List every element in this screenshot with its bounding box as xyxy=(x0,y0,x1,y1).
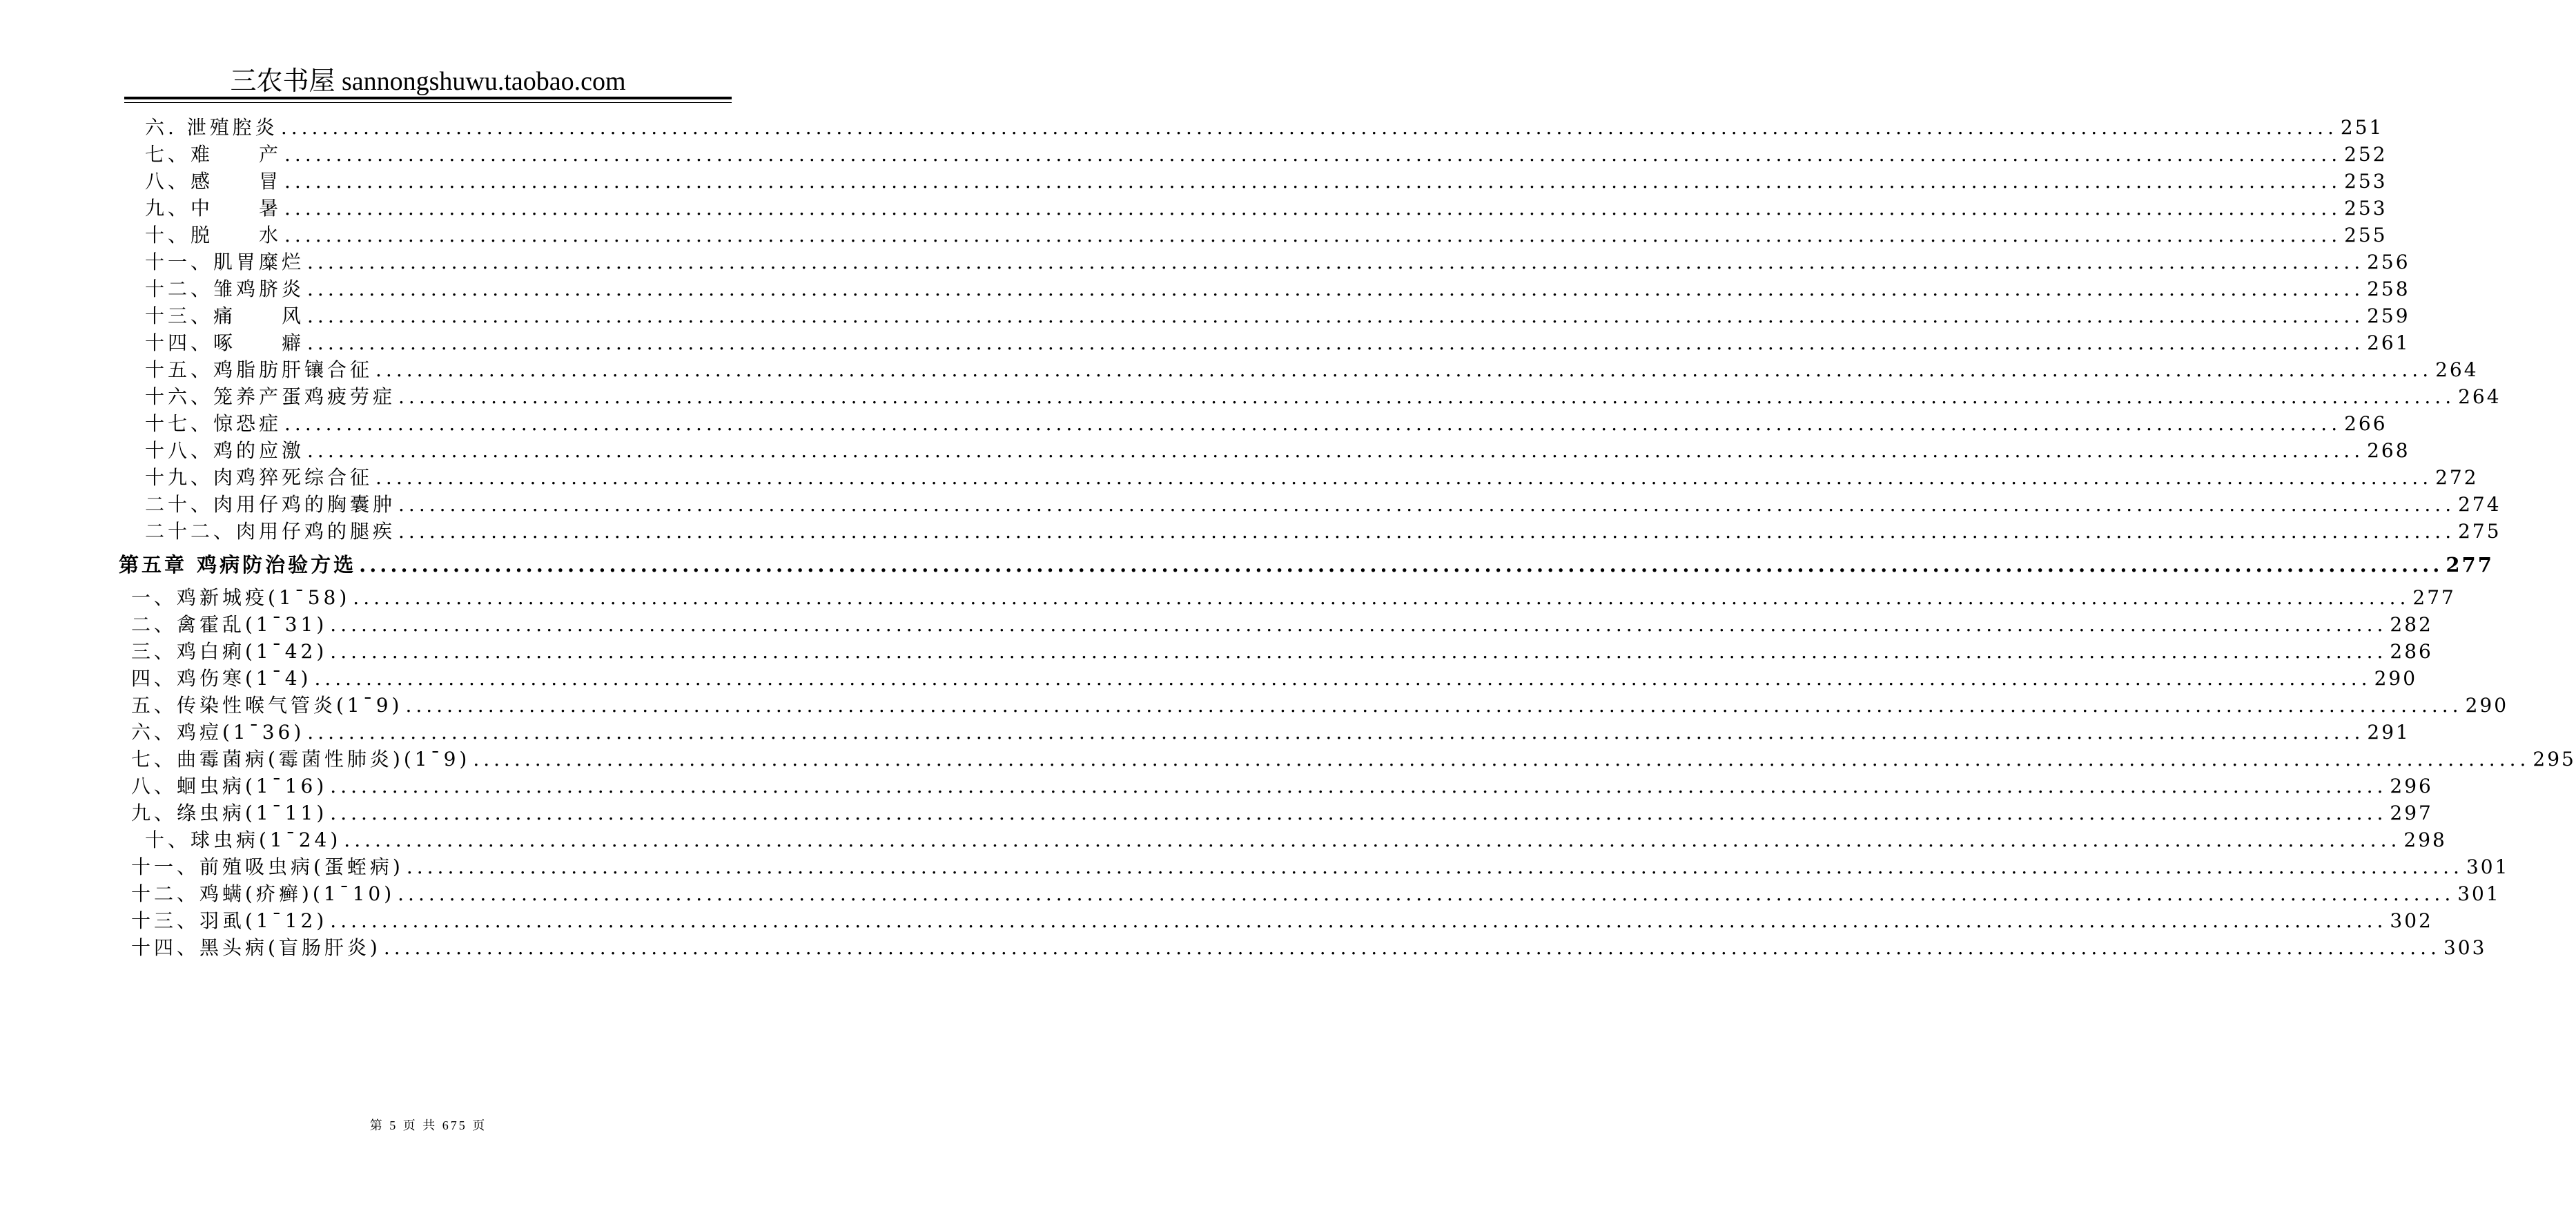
toc-entry-title: 三、鸡白痢(1¯42) xyxy=(131,640,328,663)
toc-entry-title: 十四、啄 癖 xyxy=(145,331,305,354)
page-header-title: 三农书屋 sannongshuwu.taobao.com xyxy=(230,67,626,96)
toc-entry xyxy=(145,114,2384,142)
dot-leader: ........................................................................................................................................................................................................ xyxy=(398,520,2456,543)
toc-page-number: 291 xyxy=(2367,721,2410,744)
toc-page-number: 277 xyxy=(2446,553,2494,577)
toc-entry xyxy=(131,800,2433,827)
toc-entry-title: 四、鸡伤寒(1¯4) xyxy=(131,667,312,690)
toc-entry-title: 十二、鸡螨(疥癣)(1¯10) xyxy=(131,882,396,905)
toc-entry xyxy=(145,464,2479,492)
dot-leader: ........................................................................................................................................................................................................ xyxy=(330,613,2388,636)
toc-page-number: 277 xyxy=(2412,586,2456,609)
toc-entry xyxy=(131,934,2487,962)
toc-entry xyxy=(145,383,2501,411)
dot-leader: ........................................................................................................................................................................................................ xyxy=(284,143,2342,166)
toc-entry xyxy=(145,302,2410,330)
toc-entry-title: 二、禽霍乱(1¯31) xyxy=(131,613,328,636)
toc-page-number: 255 xyxy=(2344,224,2388,246)
toc-page-number: 264 xyxy=(2435,358,2479,381)
toc-entry xyxy=(145,356,2479,384)
dot-leader: ........................................................................................................................................................................................................ xyxy=(284,197,2342,220)
toc-entry-title: 九、中 暑 xyxy=(145,197,282,220)
dot-leader: ........................................................................................................................................................................................................ xyxy=(375,466,2433,489)
toc-page-number: 251 xyxy=(2340,116,2384,139)
toc-entry-title: 十一、肌胃糜烂 xyxy=(145,251,305,273)
toc-entry-title: 二十二、肉用仔鸡的腿疾 xyxy=(145,520,396,543)
dot-leader: ........................................................................................................................................................................................................ xyxy=(398,882,2455,905)
toc-entry-title: 十八、鸡的应激 xyxy=(145,439,305,462)
toc-entry-title: 十三、痛 风 xyxy=(145,304,305,327)
toc-page-number: 296 xyxy=(2390,775,2433,797)
toc-chapter-heading xyxy=(119,551,2494,579)
dot-leader: ........................................................................................................................................................................................................ xyxy=(359,553,2443,577)
dot-leader: ........................................................................................................................................................................................................ xyxy=(307,304,2365,327)
toc-entry xyxy=(145,249,2410,276)
toc-entry-title: 十九、肉鸡猝死综合征 xyxy=(145,466,373,489)
toc-entry xyxy=(131,746,2576,773)
toc-entry xyxy=(145,222,2388,249)
toc-entry-title: 一、鸡新城疫(1¯58) xyxy=(131,586,351,609)
toc-page-number: 302 xyxy=(2390,909,2433,932)
toc-page-number: 295 xyxy=(2533,748,2576,771)
toc-page-number: 268 xyxy=(2367,439,2410,462)
toc-entry xyxy=(131,665,2418,692)
dot-leader: ........................................................................................................................................................................................................ xyxy=(405,694,2463,717)
toc-entry-title: 十七、惊恐症 xyxy=(145,412,282,435)
toc-entry xyxy=(145,518,2501,545)
toc-entry xyxy=(131,584,2456,612)
toc-entry-title: 十二、雏鸡脐炎 xyxy=(145,278,305,300)
dot-leader: ........................................................................................................................................................................................................ xyxy=(398,493,2456,516)
dot-leader: ........................................................................................................................................................................................................ xyxy=(406,855,2463,878)
toc-entry-title: 十一、前殖吸虫病(蛋蛭病) xyxy=(131,855,404,878)
dot-leader: ........................................................................................................................................................................................................ xyxy=(473,748,2530,771)
dot-leader: ........................................................................................................................................................................................................ xyxy=(284,224,2342,246)
toc-page-number: 286 xyxy=(2390,640,2433,663)
toc-entry-title: 八、蛔虫病(1¯16) xyxy=(131,775,328,797)
toc-page-number: 264 xyxy=(2458,385,2501,408)
toc-page-number: 275 xyxy=(2458,520,2501,543)
dot-leader: ........................................................................................................................................................................................................ xyxy=(280,116,2338,139)
toc-page-number: 272 xyxy=(2435,466,2479,489)
toc-entry xyxy=(145,168,2388,195)
toc-page-number: 253 xyxy=(2344,170,2388,193)
dot-leader: ........................................................................................................................................................................................................ xyxy=(398,385,2456,408)
toc-entry-title: 六、鸡痘(1¯36) xyxy=(131,721,305,744)
toc-entry xyxy=(131,692,2509,719)
dot-leader: ........................................................................................................................................................................................................ xyxy=(307,331,2365,354)
dot-leader: ........................................................................................................................................................................................................ xyxy=(307,251,2365,273)
toc-entry xyxy=(145,141,2388,168)
toc-entry xyxy=(131,638,2433,666)
dot-leader: ........................................................................................................................................................................................................ xyxy=(375,358,2433,381)
toc-entry xyxy=(145,491,2501,519)
dot-leader: ........................................................................................................................................................................................................ xyxy=(383,936,2441,959)
toc-page-number: 303 xyxy=(2443,936,2487,959)
toc-entry-title: 十五、鸡脂肪肝镶合征 xyxy=(145,358,373,381)
toc-page-number: 256 xyxy=(2367,251,2410,273)
dot-leader: ........................................................................................................................................................................................................ xyxy=(307,721,2365,744)
toc-page-number: 301 xyxy=(2457,882,2501,905)
toc-page-number: 301 xyxy=(2466,855,2510,878)
toc-entry-title: 十、球虫病(1¯24) xyxy=(145,829,342,851)
toc-entry-title: 十四、黑头病(盲肠肝炎) xyxy=(131,936,381,959)
toc-entry xyxy=(131,853,2510,881)
toc-page-number: 274 xyxy=(2458,493,2501,516)
toc-entry xyxy=(145,275,2410,303)
toc-page-number: 290 xyxy=(2465,694,2509,717)
toc-page-number: 252 xyxy=(2344,143,2388,166)
toc-entry xyxy=(145,195,2388,222)
toc-entry-title: 八、感 冒 xyxy=(145,170,282,193)
dot-leader: ........................................................................................................................................................................................................ xyxy=(344,829,2401,851)
toc-entry-title: 第五章 鸡病防治验方选 xyxy=(119,553,357,577)
toc-entry xyxy=(131,880,2501,908)
toc-page-number: 261 xyxy=(2367,331,2410,354)
dot-leader: ........................................................................................................................................................................................................ xyxy=(284,170,2342,193)
toc-entry xyxy=(145,329,2410,357)
toc-entry-title: 七、曲霉菌病(霉菌性肺炎)(1¯9) xyxy=(131,748,471,771)
toc-page-number: 258 xyxy=(2367,278,2410,300)
toc-entry-title: 九、绦虫病(1¯11) xyxy=(131,802,328,824)
dot-leader: ........................................................................................................................................................................................................ xyxy=(330,909,2388,932)
dot-leader: ........................................................................................................................................................................................................ xyxy=(314,667,2372,690)
toc-page-number: 297 xyxy=(2390,802,2433,824)
toc-entry xyxy=(131,611,2433,639)
toc-entry xyxy=(131,907,2433,935)
toc-entry-title: 十六、笼养产蛋鸡疲劳症 xyxy=(145,385,396,408)
toc-page-number: 266 xyxy=(2344,412,2388,435)
toc-entry-title: 二十、肉用仔鸡的胸囊肿 xyxy=(145,493,396,516)
dot-leader: ........................................................................................................................................................................................................ xyxy=(353,586,2410,609)
toc-entry-title: 六. 泄殖腔炎 xyxy=(145,116,278,139)
toc-entry xyxy=(145,410,2388,438)
page-footer: 第 5 页 共 675 页 xyxy=(369,1118,487,1132)
toc-entry xyxy=(131,773,2433,800)
toc-entry xyxy=(145,437,2410,465)
toc-entry-title: 十三、羽虱(1¯12) xyxy=(131,909,328,932)
toc-entry xyxy=(145,826,2447,854)
dot-leader: ........................................................................................................................................................................................................ xyxy=(330,802,2388,824)
toc-page-number: 290 xyxy=(2374,667,2418,690)
dot-leader: ........................................................................................................................................................................................................ xyxy=(330,775,2388,797)
toc-page-number: 282 xyxy=(2390,613,2433,636)
dot-leader: ........................................................................................................................................................................................................ xyxy=(307,439,2365,462)
toc-entry xyxy=(131,719,2410,746)
toc-entry-title: 七、难 产 xyxy=(145,143,282,166)
toc-entry-title: 十、脱 水 xyxy=(145,224,282,246)
toc-entry-title: 五、传染性喉气管炎(1¯9) xyxy=(131,694,403,717)
toc-page-number: 253 xyxy=(2344,197,2388,220)
dot-leader: ........................................................................................................................................................................................................ xyxy=(307,278,2365,300)
toc-page-number: 259 xyxy=(2367,304,2410,327)
dot-leader: ........................................................................................................................................................................................................ xyxy=(330,640,2388,663)
toc-page-number: 298 xyxy=(2403,829,2447,851)
dot-leader: ........................................................................................................................................................................................................ xyxy=(284,412,2342,435)
